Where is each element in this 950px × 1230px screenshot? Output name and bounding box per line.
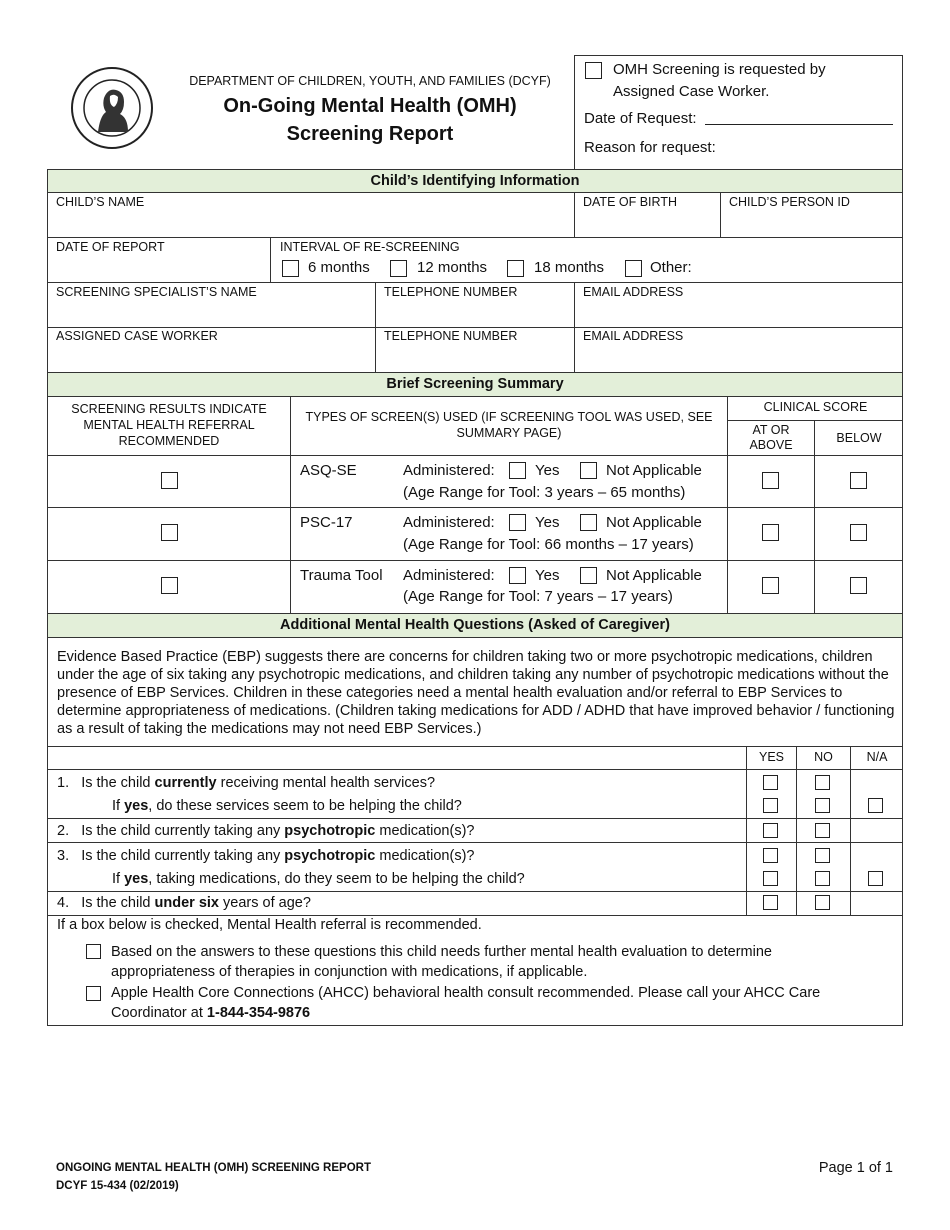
referral-ahcc-line2: Coordinator at 1-844-354-9876 [111,1005,311,1021]
trauma-yes-label: Yes [535,567,560,584]
asq-above-checkbox[interactable] [762,472,779,489]
q4-yes-checkbox[interactable] [763,895,778,910]
psc-above-checkbox[interactable] [762,524,779,541]
psc-referral-checkbox[interactable] [161,524,178,541]
trauma-na-checkbox[interactable] [580,567,597,584]
q1-yes-checkbox[interactable] [763,775,778,790]
q4-no-checkbox[interactable] [815,895,830,910]
trauma-below-checkbox[interactable] [850,577,867,594]
interval-12-label: 12 months [417,259,488,276]
specialist-telephone-field[interactable]: TELEPHONE NUMBER [384,285,518,299]
referral-ahcc-checkbox[interactable] [86,986,101,1001]
trauma-na-label: Not Applicable [606,567,702,584]
referral-intro: If a box below is checked, Mental Health referral is recommended. [57,917,482,933]
clinical-score-header: CLINICAL SCORE [763,400,868,414]
psc-yes-checkbox[interactable] [509,514,526,531]
referral-evaluation-line1: Based on the answers to these questions this child needs further mental health evaluation to determine [111,944,772,960]
trauma-tool-name: Trauma Tool [300,567,383,584]
psc-na-label: Not Applicable [606,514,702,531]
trauma-administered-label: Administered: [403,567,495,584]
footer-page-number: Page 1 of 1 [818,1160,893,1176]
asq-na-label: Not Applicable [606,462,702,479]
trauma-age-range: (Age Range for Tool: 7 years – 17 years) [403,588,673,605]
omh-request-label-2: Assigned Case Worker. [613,83,770,100]
trauma-above-checkbox[interactable] [762,577,779,594]
interval-6-label: 6 months [308,259,370,276]
person-id-field[interactable]: CHILD’S PERSON ID [729,195,850,209]
question-3b: If yes, taking medications, do they seem to be helping the child? [112,871,525,887]
reason-for-request-label: Reason for request: [584,139,716,156]
form-title-line1: On-Going Mental Health (OMH) [223,95,517,117]
q3-no-checkbox[interactable] [815,848,830,863]
asq-yes-label: Yes [535,462,560,479]
q1b-na-checkbox[interactable] [868,798,883,813]
question-4: 4. Is the child under six years of age? [57,895,311,911]
asq-referral-checkbox[interactable] [161,472,178,489]
trauma-yes-checkbox[interactable] [509,567,526,584]
summary-section-title: Brief Screening Summary [48,373,902,396]
case-worker-email-field[interactable]: EMAIL ADDRESS [583,329,684,343]
q1b-yes-checkbox[interactable] [763,798,778,813]
trauma-referral-checkbox[interactable] [161,577,178,594]
asq-administered-label: Administered: [403,462,495,479]
psc-age-range: (Age Range for Tool: 66 months – 17 years) [403,536,694,553]
interval-18-checkbox[interactable] [507,260,524,277]
omh-request-checkbox[interactable] [585,62,602,79]
asq-yes-checkbox[interactable] [509,462,526,479]
below-header: BELOW [836,431,882,445]
identifying-section-title: Child’s Identifying Information [48,170,902,192]
results-col-header: SCREENING RESULTS INDICATE MENTAL HEALTH REFERRAL RECOMMENDED [71,402,267,448]
date-of-birth-field[interactable]: DATE OF BIRTH [583,195,677,209]
question-2: 2. Is the child currently taking any psychotropic medication(s)? [57,823,475,839]
date-of-request-field[interactable] [705,124,893,125]
q3b-na-checkbox[interactable] [868,871,883,886]
interval-other-label: Other: [650,259,692,276]
psc-yes-label: Yes [535,514,560,531]
asq-below-checkbox[interactable] [850,472,867,489]
psc-below-checkbox[interactable] [850,524,867,541]
question-1b: If yes, do these services seem to be helping the child? [112,798,462,814]
yes-col-header: YES [758,750,784,764]
case-worker-telephone-field[interactable]: TELEPHONE NUMBER [384,329,518,343]
state-seal [68,66,156,150]
department-name: DEPARTMENT OF CHILDREN, YOUTH, AND FAMILIES (DCYF) [189,74,551,88]
specialist-email-field[interactable]: EMAIL ADDRESS [583,285,684,299]
q3-yes-checkbox[interactable] [763,848,778,863]
q2-no-checkbox[interactable] [815,823,830,838]
date-of-request-label: Date of Request: [584,110,697,127]
referral-evaluation-checkbox[interactable] [86,944,101,959]
interval-label: INTERVAL OF RE-SCREENING [280,240,460,254]
specialist-name-field[interactable]: SCREENING SPECIALIST’S NAME [56,285,257,299]
footer-form-number: DCYF 15-434 (02/2019) [56,1180,179,1192]
q3b-no-checkbox[interactable] [815,871,830,886]
date-of-report-field[interactable]: DATE OF REPORT [56,240,165,254]
interval-12-checkbox[interactable] [390,260,407,277]
at-or-above-header: AT OR ABOVE [749,423,793,452]
interval-18-label: 18 months [534,259,605,276]
q2-yes-checkbox[interactable] [763,823,778,838]
question-3: 3. Is the child currently taking any psychotropic medication(s)? [57,848,475,864]
asq-tool-name: ASQ-SE [300,462,357,479]
ebp-paragraph: Evidence Based Practice (EBP) suggests there are concerns for children taking two or more psychotropic medications, children under the age of six taking any psychotropic medications, and children taking any number of psychotropic medications without the presence of EBP Services. Children in these categories need a mental health evaluation and/or referral to EBP Services to determine appropriateness of medications. (Children taking medications for ADD / ADHD that have improved behavior / functioning as a result of taking the medications may not need EBP Services.) [57,649,895,737]
childs-name-field[interactable]: CHILD’S NAME [56,195,145,209]
interval-other-checkbox[interactable] [625,260,642,277]
types-col-header: TYPES OF SCREEN(S) USED (IF SCREENING TOOL WAS USED, SEE SUMMARY PAGE) [305,410,713,440]
ahcc-phone-number: 1-844-354-9876 [206,1005,311,1021]
q3b-yes-checkbox[interactable] [763,871,778,886]
referral-ahcc-line1: Apple Health Core Connections (AHCC) behavioral health consult recommended. Please call your AHCC Care [111,985,821,1001]
interval-6-checkbox[interactable] [282,260,299,277]
asq-na-checkbox[interactable] [580,462,597,479]
q1-no-checkbox[interactable] [815,775,830,790]
psc-tool-name: PSC-17 [300,514,353,531]
omh-request-label-1: OMH Screening is requested by [613,61,826,78]
na-col-header: N/A [866,750,888,764]
no-col-header: NO [814,750,833,764]
referral-evaluation-line2: appropriateness of therapies in conjunction with medications, if applicable. [111,964,588,980]
footer-form-title: ONGOING MENTAL HEALTH (OMH) SCREENING REPORT [56,1162,371,1174]
additional-section-title: Additional Mental Health Questions (Asked of Caregiver) [48,614,902,637]
question-1: 1. Is the child currently receiving mental health services? [57,775,436,791]
asq-age-range: (Age Range for Tool: 3 years – 65 months) [403,484,686,501]
form-title-line2: Screening Report [286,123,454,145]
case-worker-field[interactable]: ASSIGNED CASE WORKER [56,329,218,343]
psc-administered-label: Administered: [403,514,495,531]
psc-na-checkbox[interactable] [580,514,597,531]
q1b-no-checkbox[interactable] [815,798,830,813]
